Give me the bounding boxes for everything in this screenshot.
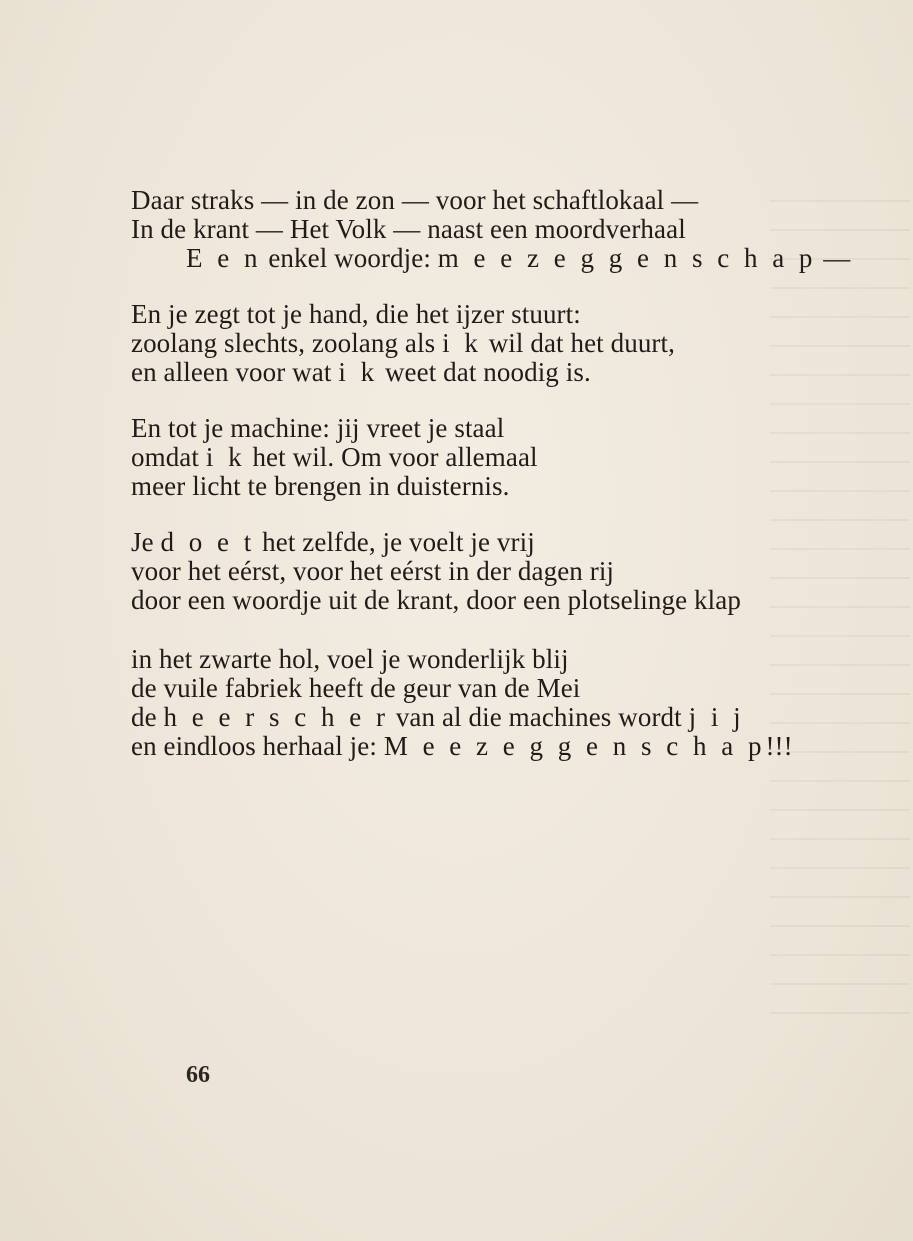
emphasis: d o e t (160, 527, 256, 557)
poem-line: Je d o e t het zelfde, je voelt je vrij (131, 527, 535, 557)
emphasis: i k (338, 357, 379, 387)
stanza-5 (131, 645, 891, 761)
stanza-2 (131, 300, 891, 387)
page-number: 66 (186, 1062, 210, 1088)
emphasis: M e e z e g g e n s c h a p (383, 731, 766, 761)
poem-line: En tot je machine: jij vreet je staal (131, 413, 505, 443)
poem (131, 186, 891, 761)
poem-line: Daar straks — in de zon — voor het schaftlokaal — (131, 185, 699, 215)
poem-line: En je zegt tot je hand, die het ijzer stuurt: (131, 299, 581, 329)
stanza-4 (131, 528, 891, 615)
poem-line: omdat i k het wil. Om voor allemaal (131, 442, 538, 472)
emphasis: i k (205, 442, 246, 472)
emphasis: j i j (688, 702, 745, 732)
emphasis: m e e z e g g e n s c h a p (437, 243, 817, 273)
poem-line: en eindloos herhaal je: M e e z e g g e n s c h a p!!! (131, 731, 793, 761)
poem-line: E e n enkel woordje: m e e z e g g e n s c h a p — (186, 243, 851, 273)
poem-line: voor het eérst, voor het eérst in der dagen rij (131, 556, 615, 586)
poem-line: de vuile fabriek heeft de geur van de Mei (131, 673, 581, 703)
poem-line: en alleen voor wat i k weet dat noodig is. (131, 357, 591, 387)
stanza-1 (131, 186, 891, 273)
poem-line: zoolang slechts, zoolang als i k wil dat het duurt, (131, 328, 675, 358)
emphasis: E e n (186, 243, 262, 273)
poem-line: In de krant — Het Volk — naast een moordverhaal (131, 214, 686, 244)
emphasis: i k (442, 328, 482, 358)
poem-line: meer licht te brengen in duisternis. (131, 471, 510, 501)
poem-line: door een woordje uit de krant, door een plotselinge klap (131, 585, 741, 615)
stanza-3 (131, 414, 891, 501)
poem-line: in het zwarte hol, voel je wonderlijk blij (131, 644, 569, 674)
emphasis: h e e r s c h e r (163, 702, 389, 732)
poem-line: de h e e r s c h e r van al die machines wordt j i j (131, 702, 745, 732)
